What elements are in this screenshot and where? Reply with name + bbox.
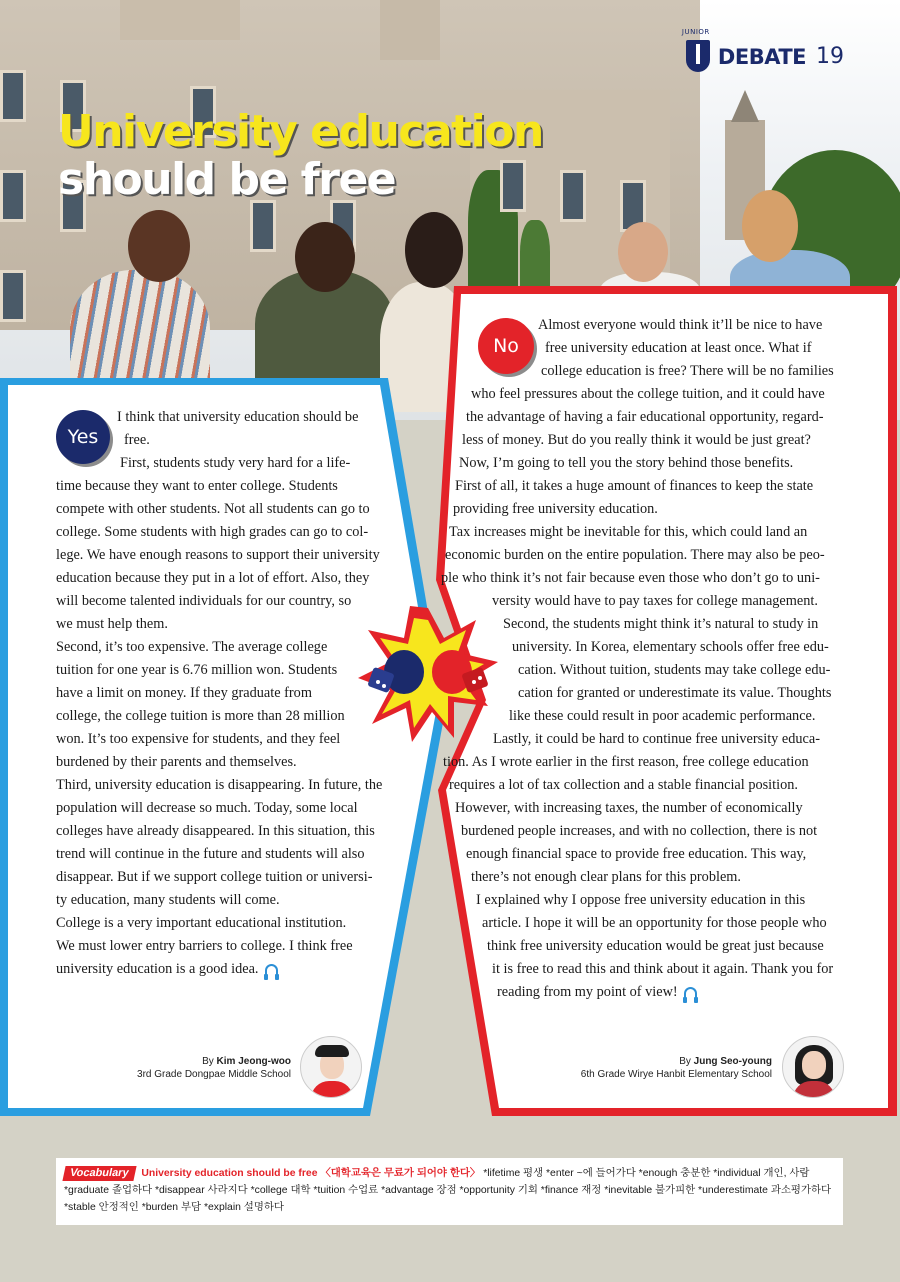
text-line: Second, it’s too expensive. The average college bbox=[56, 639, 328, 655]
text-line: burdened by their parents and themselves. bbox=[56, 754, 297, 770]
text-line: colleges have already disappeared. In this situation, this bbox=[56, 823, 375, 839]
avatar-face bbox=[802, 1051, 826, 1079]
text-line: Lastly, it could be hard to continue free university educa- bbox=[493, 731, 820, 747]
text-line-last bbox=[0, 981, 900, 1004]
author-name: Jung Seo-young bbox=[693, 1056, 772, 1067]
text-line: college education is free? There will be no families bbox=[541, 363, 834, 379]
text-line: tion. As I wrote earlier in the first reason, free college education bbox=[443, 754, 809, 770]
yes-byline bbox=[120, 1055, 291, 1081]
text-line: economic burden on the entire population. There may also be peo- bbox=[445, 547, 825, 563]
text-line: enough financial space to provide free education. This way, bbox=[466, 846, 807, 862]
byline-by: By bbox=[679, 1056, 691, 1067]
text-line: versity would have to pay taxes for college management. bbox=[492, 593, 818, 609]
author-school: 3rd Grade Dongpae Middle School bbox=[137, 1069, 291, 1080]
text-line: trend will continue in the future and students will also bbox=[56, 846, 365, 862]
text-line: article. I hope it will be an opportunity for those people who bbox=[482, 915, 827, 931]
text-line: Second, the students might think it’s natural to study in bbox=[503, 616, 819, 632]
author-photo-avatar bbox=[300, 1036, 362, 1098]
text-line: free university education at least once. What if bbox=[545, 340, 812, 356]
text-line: College is a very important educational institution. bbox=[56, 915, 347, 931]
avatar-hair bbox=[315, 1045, 349, 1057]
text-line: Now, I’m going to tell you the story behind those benefits. bbox=[459, 455, 794, 471]
text-line: who feel pressures about the college tuition, and it could have bbox=[471, 386, 825, 402]
text-line: will become talented individuals for our country, so bbox=[56, 593, 352, 609]
text-line: First of all, it takes a huge amount of finances to keep the state bbox=[455, 478, 814, 494]
author-name: Kim Jeong-woo bbox=[216, 1056, 291, 1067]
text-line: First, students study very hard for a life- bbox=[120, 455, 351, 471]
text-line: ple who think it’s not fair because even those who don’t go to uni- bbox=[441, 570, 820, 586]
text-line: Third, university education is disappearing. In future, the bbox=[56, 777, 383, 793]
title-line-1: University education bbox=[58, 106, 543, 157]
page-number: 19 bbox=[816, 44, 844, 69]
vocabulary-box bbox=[56, 1158, 843, 1225]
text-line: time because they want to enter college. Students bbox=[56, 478, 338, 494]
audio-headphones-icon[interactable] bbox=[684, 987, 697, 999]
text-line: there’s not enough clear plans for this problem. bbox=[471, 869, 741, 885]
no-badge: No bbox=[478, 318, 534, 374]
vocabulary-tag: Vocabulary bbox=[62, 1166, 136, 1181]
yes-badge: Yes bbox=[56, 410, 110, 464]
text-line: burdened people increases, and with no collection, there is not bbox=[461, 823, 818, 839]
text-line: We must lower entry barriers to college. I think free bbox=[56, 938, 353, 954]
text-line: cation for granted or underestimate its value. Thoughts bbox=[518, 685, 832, 701]
text-line: providing free university education. bbox=[453, 501, 658, 517]
no-byline bbox=[560, 1055, 772, 1081]
text-line: However, with increasing taxes, the number of economically bbox=[455, 800, 803, 816]
text-line: requires a lot of tax collection and a stable financial position. bbox=[449, 777, 798, 793]
text-line: Tax increases might be inevitable for this, which could land an bbox=[449, 524, 808, 540]
text-line: lege. We have enough reasons to support their university bbox=[56, 547, 380, 563]
text-line: university. In Korea, elementary schools offer free edu- bbox=[512, 639, 829, 655]
text-line: free. bbox=[124, 432, 150, 448]
text-line: college. Some students with high grades can go to col- bbox=[56, 524, 369, 540]
avatar-shirt bbox=[311, 1081, 353, 1098]
text-line: I think that university education should be bbox=[117, 409, 359, 425]
text-line: it is free to read this and think about it again. Thank you for bbox=[492, 961, 834, 977]
vocabulary-headline: University education should be free 〈대학교육은 무료가 되어야 한다〉 bbox=[141, 1168, 481, 1179]
text-line: disappear. But if we support college tuition or universi- bbox=[56, 869, 373, 885]
text-line: compete with other students. Not all students can go to bbox=[56, 501, 370, 517]
text-line: like these could result in poor academic performance. bbox=[509, 708, 816, 724]
author-photo-avatar bbox=[782, 1036, 844, 1098]
byline-by: By bbox=[202, 1056, 214, 1067]
text-line: won. It’s too expensive for students, and they feel bbox=[56, 731, 341, 747]
text-line: tuition for one year is 6.76 million won. Students bbox=[56, 662, 338, 678]
text-line: I explained why I oppose free university education in this bbox=[476, 892, 806, 908]
text-line: reading from my point of view! bbox=[497, 984, 678, 1000]
text-line: Almost everyone would think it’ll be nice to have bbox=[538, 317, 823, 333]
text-line: think free university education would be great just because bbox=[487, 938, 824, 954]
section-label: DEBATE bbox=[717, 45, 806, 69]
text-line: ty education, many students will come. bbox=[56, 892, 280, 908]
title-line-2: should be free bbox=[58, 154, 396, 205]
text-line: university education is a good idea. bbox=[56, 961, 259, 977]
text-line: have a limit on money. If they graduate from bbox=[56, 685, 312, 701]
text-line: population will decrease so much. Today, some local bbox=[56, 800, 358, 816]
author-school: 6th Grade Wirye Hanbit Elementary School bbox=[580, 1069, 772, 1080]
logo-small-text: JUNIOR bbox=[681, 28, 710, 36]
text-line: less of money. But do you really think it would be just great? bbox=[462, 432, 811, 448]
text-line: cation. Without tuition, students may take college edu- bbox=[518, 662, 831, 678]
vocabulary-entries: *lifetime 평생 *enter ~에 들어가다 *enough 충분한 *individual 개인, 사람 *graduate 졸업하다 *disappear 사라지다 *college 대학 *tuition 수업료 *advantage 장점 *opportunity 기회 *finance 재정 *inevitable 불가피한 *underestimate 과소평가하다 *stable 안정적인 *burden 부담 *explain 설명하다 bbox=[64, 1168, 832, 1213]
no-argument-text bbox=[0, 314, 900, 1004]
text-line: we must help them. bbox=[56, 616, 168, 632]
text-line: college, the college tuition is more than 28 million bbox=[56, 708, 345, 724]
text-line: the advantage of having a fair educational opportunity, regard- bbox=[466, 409, 824, 425]
text-line: education because they put in a lot of effort. Also, they bbox=[56, 570, 370, 586]
